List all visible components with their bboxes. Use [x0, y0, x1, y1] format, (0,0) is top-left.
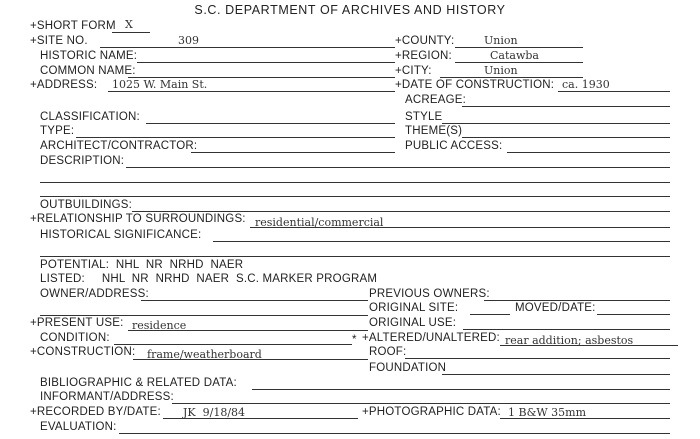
style-label: STYLE — [405, 111, 443, 123]
historical-significance-line-2 — [40, 256, 670, 257]
themes-label: THEME(S) — [405, 125, 463, 137]
moved-date-line — [597, 314, 670, 315]
common-name-label: COMMON NAME: — [40, 65, 136, 77]
description-line-3 — [40, 196, 670, 197]
relationship-value[interactable]: residential/commercial — [255, 216, 384, 229]
photographic-value[interactable]: 1 B&W 35mm — [508, 406, 587, 419]
description-label: DESCRIPTION: — [40, 155, 125, 167]
evaluation-label: EVALUATION: — [40, 421, 117, 433]
previous-owners-label: PREVIOUS OWNERS: — [369, 288, 490, 300]
owner-address-line-2 — [40, 315, 368, 316]
short-form-line — [112, 32, 150, 33]
altered-mark: * — [352, 334, 357, 346]
acreage-line — [462, 106, 670, 107]
owner-address-label: OWNER/ADDRESS: — [40, 288, 149, 300]
historical-significance-line-1 — [213, 241, 670, 242]
region-line — [455, 62, 583, 63]
type-line — [76, 137, 395, 138]
original-site-label: ORIGINAL SITE: — [369, 302, 459, 314]
construction-value[interactable]: frame/weatherboard — [147, 348, 262, 361]
roof-line — [405, 358, 670, 359]
type-label: TYPE: — [40, 125, 75, 137]
present-use-line — [128, 330, 368, 331]
classification-label: CLASSIFICATION: — [40, 111, 140, 123]
photographic-line — [500, 418, 670, 419]
owner-address-line — [141, 300, 368, 301]
informant-line — [172, 403, 670, 404]
relationship-label: +RELATIONSHIP TO SURROUNDINGS: — [30, 213, 246, 225]
moved-date-label: MOVED/DATE: — [515, 302, 596, 314]
county-line — [455, 47, 583, 48]
condition-line — [114, 344, 352, 345]
themes-line — [462, 137, 670, 138]
historic-name-line — [137, 62, 395, 63]
construction-line — [133, 359, 368, 360]
condition-label: CONDITION: — [40, 332, 110, 344]
site-no-value[interactable]: 309 — [178, 34, 199, 47]
address-label: +ADDRESS: — [30, 79, 98, 91]
evaluation-line — [119, 433, 670, 434]
county-label: +COUNTY: — [395, 35, 455, 47]
date-construction-line — [558, 91, 670, 92]
site-no-label: +SITE NO. — [30, 35, 88, 47]
short-form-value[interactable]: X — [125, 18, 133, 31]
architect-line — [191, 152, 395, 153]
historical-significance-label: HISTORICAL SIGNIFICANCE: — [40, 229, 202, 241]
city-label: +CITY: — [395, 65, 432, 77]
original-use-label: ORIGINAL USE: — [369, 317, 457, 329]
original-site-line — [470, 314, 510, 315]
description-line-2 — [40, 182, 670, 183]
present-use-label: +PRESENT USE: — [30, 317, 124, 329]
altered-value[interactable]: rear addition; asbestos — [505, 334, 634, 347]
original-use-line — [463, 329, 670, 330]
bibliographic-line — [252, 389, 670, 390]
bibliographic-label: BIBLIOGRAPHIC & RELATED DATA: — [40, 377, 237, 389]
listed-label: LISTED: NHL NR NRHD NAER S.C. MARKER PROGRAM — [40, 273, 378, 285]
description-line-1 — [126, 167, 670, 168]
altered-label: +ALTERED/UNALTERED: — [362, 332, 500, 344]
construction-label: +CONSTRUCTION: — [30, 346, 136, 358]
county-value[interactable]: Union — [484, 34, 518, 47]
foundation-label: FOUNDATION — [369, 362, 447, 374]
previous-owners-line — [484, 300, 670, 301]
city-value[interactable]: Union — [484, 64, 518, 77]
recorded-by-value[interactable]: JK 9/18/84 — [183, 406, 246, 419]
date-construction-label: +DATE OF CONSTRUCTION: — [395, 79, 555, 91]
historic-name-label: HISTORIC NAME: — [40, 50, 138, 62]
roof-label: ROOF: — [369, 346, 407, 358]
address-line — [108, 91, 395, 92]
page-title: S.C. DEPARTMENT OF ARCHIVES AND HISTORY — [194, 3, 506, 17]
altered-line — [500, 345, 678, 346]
public-access-label: PUBLIC ACCESS: — [405, 140, 503, 152]
relationship-line — [250, 227, 670, 228]
site-no-line — [100, 47, 395, 48]
present-use-value[interactable]: residence — [132, 319, 187, 332]
region-label: +REGION: — [395, 50, 452, 62]
region-value[interactable]: Catawba — [490, 49, 539, 62]
address-value[interactable]: 1025 W. Main St. — [112, 78, 208, 91]
date-construction-value[interactable]: ca. 1930 — [562, 78, 610, 91]
informant-label: INFORMANT/ADDRESS: — [40, 391, 174, 403]
recorded-by-label: +RECORDED BY/DATE: — [30, 406, 161, 418]
foundation-line — [442, 374, 670, 375]
architect-label: ARCHITECT/CONTRACTOR: — [40, 140, 198, 152]
classification-line — [146, 123, 395, 124]
potential-label: POTENTIAL: NHL NR NRHD NAER — [40, 259, 244, 271]
outbuildings-line — [132, 211, 670, 212]
photographic-label: +PHOTOGRAPHIC DATA: — [362, 406, 501, 418]
recorded-by-line — [163, 418, 358, 419]
acreage-label: ACREAGE: — [405, 94, 467, 106]
outbuildings-label: OUTBUILDINGS: — [40, 199, 133, 211]
short-form-label: +SHORT FORM — [30, 20, 116, 32]
style-line — [442, 123, 670, 124]
public-access-line — [507, 152, 670, 153]
